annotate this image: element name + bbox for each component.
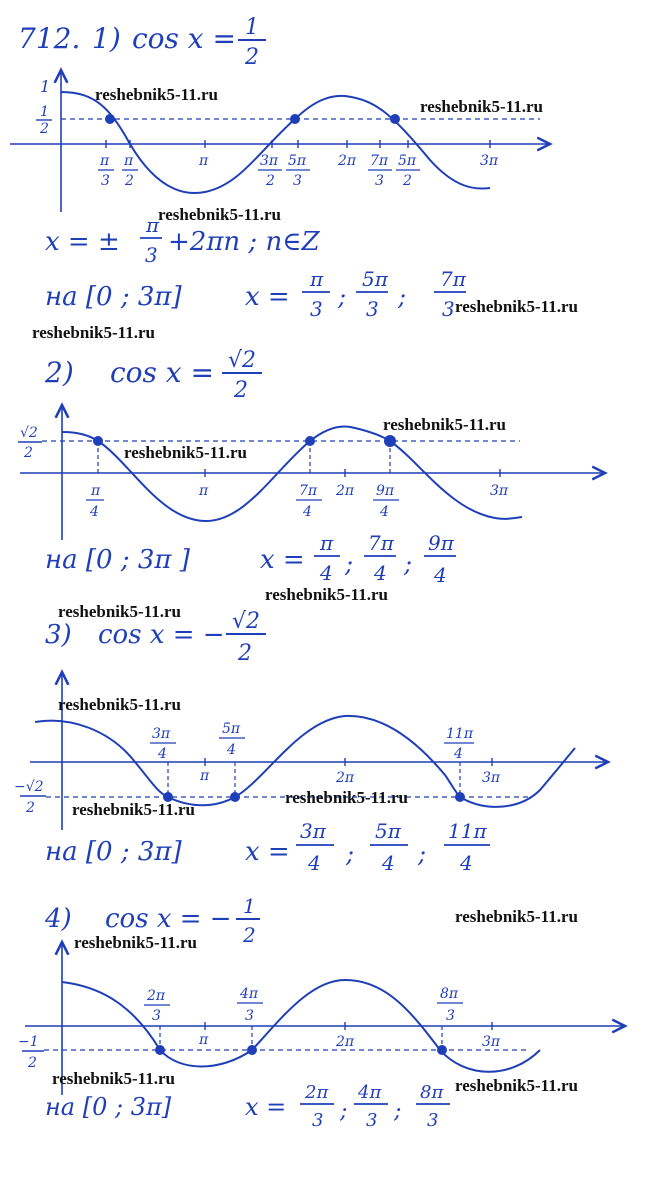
part2-tick-5-num: 9π: [376, 483, 395, 499]
part1-answer-2-num: 5π: [362, 267, 388, 291]
part3-answer-2-num: 5π: [375, 819, 401, 843]
watermark-7: reshebnik5-11.ru: [124, 443, 247, 462]
part3-answer: [45, 819, 490, 875]
part1-tick-7-num: 7π: [370, 153, 389, 169]
part2-rhs-num: √2: [228, 348, 257, 373]
part1-tick-5-den: 3: [293, 173, 302, 189]
part4-rhs-den: 2: [243, 923, 256, 947]
part1-general-frac-num: π: [146, 213, 160, 237]
part3-tick-5-num: 11π: [446, 726, 474, 742]
part1-answer-prefix: на [0 ; 3π]: [45, 282, 182, 312]
part4-tick-4-num: 2π: [336, 1034, 355, 1050]
part4-tick-3-num: 4π: [240, 986, 259, 1002]
part1-general-rest: +2πn ; n∈Z: [168, 227, 320, 257]
part1-tick-9-num: 3π: [480, 153, 499, 169]
part2-answer-sep-2: ;: [404, 550, 413, 578]
part4-answer-2-den: 3: [366, 1110, 378, 1131]
part4-answer-1-num: 2π: [305, 1082, 329, 1103]
part1-root-point-2: [290, 114, 300, 124]
watermark-2: reshebnik5-11.ru: [420, 97, 543, 116]
part2-graph: [18, 405, 605, 540]
part1-tick-4-num: 3π: [260, 153, 279, 169]
part1-general-frac-den: 3: [145, 243, 158, 267]
part4-label: 4): [45, 904, 72, 934]
part4-tick-5-num: 8π: [440, 986, 459, 1002]
part2-equation: cos x =: [110, 356, 214, 389]
watermark-12: reshebnik5-11.ru: [72, 800, 195, 819]
part4-answer-3-den: 3: [427, 1110, 439, 1131]
watermark-8: reshebnik5-11.ru: [265, 585, 388, 604]
part2-y-den: 2: [24, 445, 33, 461]
part1-tick-2-num: π: [124, 153, 134, 169]
part3-answer-3-den: 4: [460, 851, 473, 875]
part2-answer-sep-1: ;: [345, 550, 354, 578]
watermark-11: reshebnik5-11.ru: [285, 788, 408, 807]
part3-tick-5-den: 4: [454, 746, 463, 762]
part4-y-num: −1: [18, 1034, 39, 1050]
part1-y-one: 1: [40, 77, 51, 96]
part1-tick-1-den: 3: [101, 173, 110, 189]
part2-answer-1-num: π: [320, 531, 334, 555]
part1-header: [18, 15, 266, 70]
part2-header: [44, 348, 262, 403]
part1-tick-2-den: 2: [125, 173, 134, 189]
part3-label: 3): [45, 620, 72, 650]
part4-tick-1-den: 3: [152, 1008, 161, 1024]
watermark-13: reshebnik5-11.ru: [455, 907, 578, 926]
part4-tick-6-num: 3π: [482, 1034, 501, 1050]
part3-tick-1-num: 3π: [152, 726, 171, 742]
part3-equation: cos x = −: [98, 620, 225, 650]
part1-graph: [10, 70, 550, 212]
part3-tick-1-den: 4: [158, 746, 167, 762]
part3-y-den: 2: [26, 800, 35, 816]
part2-answer-3-den: 4: [434, 563, 447, 587]
watermark-14: reshebnik5-11.ru: [74, 933, 197, 952]
part2-answer-2-num: 7π: [368, 531, 394, 555]
part2-tick-1-den: 4: [90, 504, 99, 520]
part2-answer: [45, 531, 456, 587]
part2-tick-1-num: π: [91, 483, 101, 499]
part2-answer-1-den: 4: [320, 561, 333, 585]
part2-answer-prefix: на [0 ; 3π ]: [45, 545, 190, 575]
watermark-5: reshebnik5-11.ru: [32, 323, 155, 342]
part3-answer-sep-1: ;: [346, 840, 355, 868]
part4-answer-x: x =: [245, 1093, 287, 1121]
part1-tick-6-num: 2π: [338, 153, 357, 169]
watermark-4: reshebnik5-11.ru: [455, 297, 578, 316]
part2-answer-3-num: 9π: [428, 531, 454, 555]
part1-tick-8-den: 2: [403, 173, 412, 189]
part3-rhs-den: 2: [238, 641, 252, 666]
watermark-3: reshebnik5-11.ru: [158, 205, 281, 224]
part1-answer-1-den: 3: [310, 297, 323, 321]
part3-answer-3-num: 11π: [448, 819, 487, 843]
part1-tick-8-num: 5π: [398, 153, 417, 169]
part4-answer-3-num: 8π: [420, 1082, 444, 1103]
part4-tick-2-num: π: [199, 1032, 209, 1048]
part3-tick-2-den: 4: [227, 742, 236, 758]
part1-tick-labels: [98, 140, 499, 189]
part3-tick-2-num: 5π: [222, 721, 241, 737]
watermark-6: reshebnik5-11.ru: [383, 415, 506, 434]
part2-tick-5-den: 4: [380, 504, 389, 520]
part3-answer-sep-2: ;: [418, 840, 427, 868]
part1-tick-4-den: 2: [266, 173, 275, 189]
part3-answer-1-num: 3π: [300, 819, 326, 843]
part1-answer-2-den: 3: [366, 297, 379, 321]
watermark-15: reshebnik5-11.ru: [52, 1069, 175, 1088]
part3-tick-3-num: π: [200, 768, 210, 784]
part1-answer-x: x =: [245, 282, 290, 312]
part1-answer-sep-1: ;: [338, 283, 347, 311]
part1-answer: [45, 267, 467, 321]
part4-answer: [45, 1082, 450, 1131]
part1-root-point-3: [390, 114, 400, 124]
part1-tick-3-num: π: [199, 153, 209, 169]
part3-answer-2-den: 4: [382, 851, 395, 875]
watermark-10: reshebnik5-11.ru: [58, 695, 181, 714]
part2-tick-3-den: 4: [303, 504, 312, 520]
part4-rhs-num: 1: [243, 894, 256, 918]
part2-rhs-den: 2: [234, 378, 248, 403]
part2-tick-4-num: 2π: [336, 483, 355, 499]
part2-tick-3-num: 7π: [299, 483, 318, 499]
part2-tick-labels: [86, 469, 509, 520]
part4-answer-prefix: на [0 ; 3π]: [45, 1093, 172, 1121]
problem-number: 712.: [18, 22, 81, 55]
part4-equation: cos x = −: [105, 904, 232, 934]
watermark-9: reshebnik5-11.ru: [58, 602, 181, 621]
part2-tick-6-num: 3π: [490, 483, 509, 499]
part3-answer-x: x =: [245, 837, 290, 867]
part4-answer-2-num: 4π: [358, 1082, 382, 1103]
watermark-1: reshebnik5-11.ru: [95, 85, 218, 104]
part1-rhs-den: 2: [245, 45, 259, 70]
part3-tick-labels: [150, 721, 501, 786]
part1-equation: cos x =: [132, 22, 236, 55]
watermark-16: reshebnik5-11.ru: [455, 1076, 578, 1095]
part1-tick-5-num: 5π: [288, 153, 307, 169]
part2-answer-x: x =: [260, 545, 305, 575]
part1-root-point-1: [105, 114, 115, 124]
part1-tick-7-den: 3: [375, 173, 384, 189]
part1-y-half-den: 2: [40, 121, 49, 137]
part2-y-num: √2: [20, 425, 38, 441]
part2-label: 2): [45, 356, 74, 389]
part1-y-half-num: 1: [40, 104, 49, 120]
part3-tick-6-num: 3π: [482, 770, 501, 786]
part3-tick-4-num: 2π: [336, 770, 355, 786]
part1-general-lhs: x = ±: [45, 227, 120, 257]
part1-tick-1-num: π: [100, 153, 110, 169]
part4-tick-3-den: 3: [245, 1008, 254, 1024]
part1-answer-3-den: 3: [442, 297, 455, 321]
part4-answer-sep-2: ;: [394, 1099, 402, 1124]
part3-answer-1-den: 4: [308, 851, 321, 875]
part3-y-num: −√2: [14, 779, 44, 795]
part3-answer-prefix: на [0 ; 3π]: [45, 837, 182, 867]
part2-tick-2-num: π: [199, 483, 209, 499]
part4-answer-1-den: 3: [312, 1110, 324, 1131]
part1-answer-1-num: π: [310, 267, 324, 291]
part1-rhs-num: 1: [245, 15, 259, 40]
part1-answer-3-num: 7π: [440, 267, 466, 291]
part3-rhs-num: √2: [232, 609, 261, 634]
part2-answer-2-den: 4: [374, 561, 387, 585]
part4-y-den: 2: [28, 1055, 37, 1071]
part1-label: 1): [92, 22, 121, 55]
part4-tick-5-den: 3: [446, 1008, 455, 1024]
part4-tick-1-num: 2π: [147, 988, 166, 1004]
part4-tick-labels: [144, 986, 501, 1050]
part4-answer-sep-1: ;: [340, 1099, 348, 1124]
part1-answer-sep-2: ;: [398, 283, 407, 311]
